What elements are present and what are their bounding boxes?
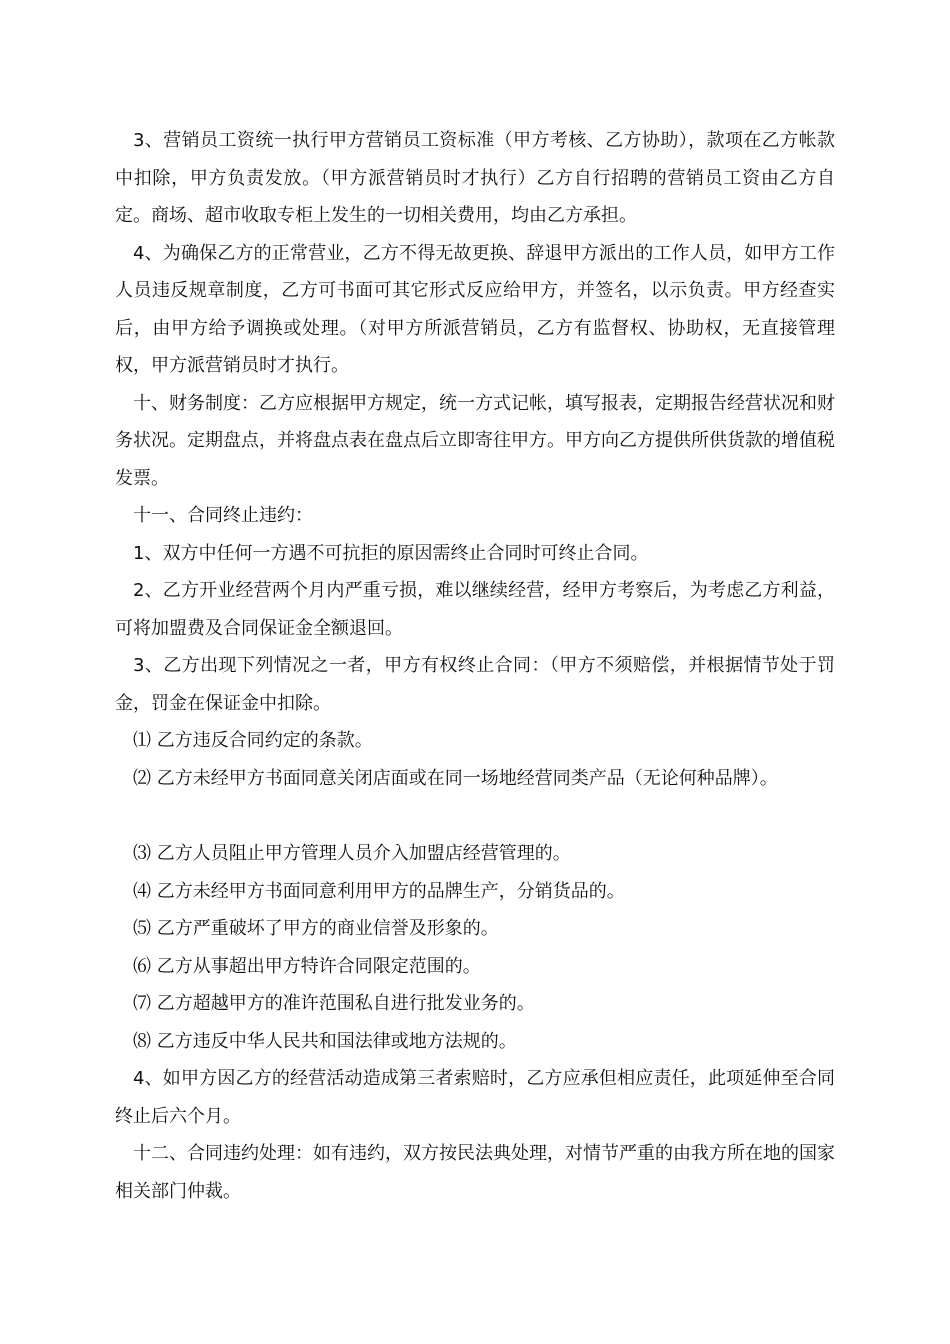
list-item-3: ⑶ 乙方人员阻止甲方管理人员介入加盟店经营管理的。: [133, 843, 571, 864]
paragraph-breach-handling: 十二、合同违约处理：如有违约，双方按民法典处理，对情节严重的由我方所在地的国家相关部门仲裁。: [115, 1143, 835, 1202]
list-item-7: ⑺ 乙方超越甲方的准许范围私自进行批发业务的。: [133, 993, 535, 1014]
paragraph-termination-rights: 3、乙方出现下列情况之一者，甲方有权终止合同：（甲方不须赔偿，并根据情节处于罚金，罚金在保证金中扣除。: [115, 655, 835, 714]
list-item-8: ⑻ 乙方违反中华人民共和国法律或地方法规的。: [133, 1030, 517, 1052]
paragraph-force-majeure: 1、双方中任何一方遇不可抗拒的原因需终止合同时可终止合同。: [133, 542, 649, 564]
paragraph-finance: 十、财务制度：乙方应根据甲方规定，统一方式记帐，填写报表，定期报告经营状况和财务状况。定期盘点，并将盘点表在盘点后立即寄往甲方。甲方向乙方提供所供货款的增值税发票。: [115, 392, 835, 489]
paragraph-loss-refund: 2、乙方开业经营两个月内严重亏损，难以继续经营，经甲方考察后，为考虑乙方利益，可将加盟费及合同保证金全额退回。: [115, 580, 835, 639]
list-item-6: ⑹ 乙方从事超出甲方特许合同限定范围的。: [133, 955, 481, 977]
section-heading-termination: 十一、合同终止违约：: [133, 505, 313, 526]
paragraph-staff: 4、为确保乙方的正常营业，乙方不得无故更换、辞退甲方派出的工作人员，如甲方工作人员违反规章制度，乙方可书面可其它形式反应给甲方，并签名，以示负责。甲方经查实后，由甲方给予调换或处理。（对甲方所派营销员，乙方有监督权、协助权，无直接管理权，甲方派营销员时才执行。: [115, 242, 835, 376]
document-body: [115, 122, 835, 1210]
paragraph-salary: 3、营销员工资统一执行甲方营销员工资标准（甲方考核、乙方协助），款项在乙方帐款中扣除，甲方负责发放。（甲方派营销员时才执行）乙方自行招聘的营销员工资由乙方自定。商场、超市收取专柜上发生的一切相关费用，均由乙方承担。: [115, 130, 835, 226]
paragraph-third-party-claims: 4、如甲方因乙方的经营活动造成第三者索赔时，乙方应承但相应责任，此项延伸至合同终止后六个月。: [115, 1068, 835, 1127]
list-item-2: ⑵ 乙方未经甲方书面同意关闭店面或在同一场地经营同类产品（无论何种品牌）。: [133, 767, 778, 789]
list-item-4: ⑷ 乙方未经甲方书面同意利用甲方的品牌生产，分销货品的。: [133, 880, 625, 902]
list-item-1: ⑴ 乙方违反合同约定的条款。: [133, 730, 373, 751]
list-item-5: ⑸ 乙方严重破坏了甲方的商业信誉及形象的。: [133, 918, 499, 939]
